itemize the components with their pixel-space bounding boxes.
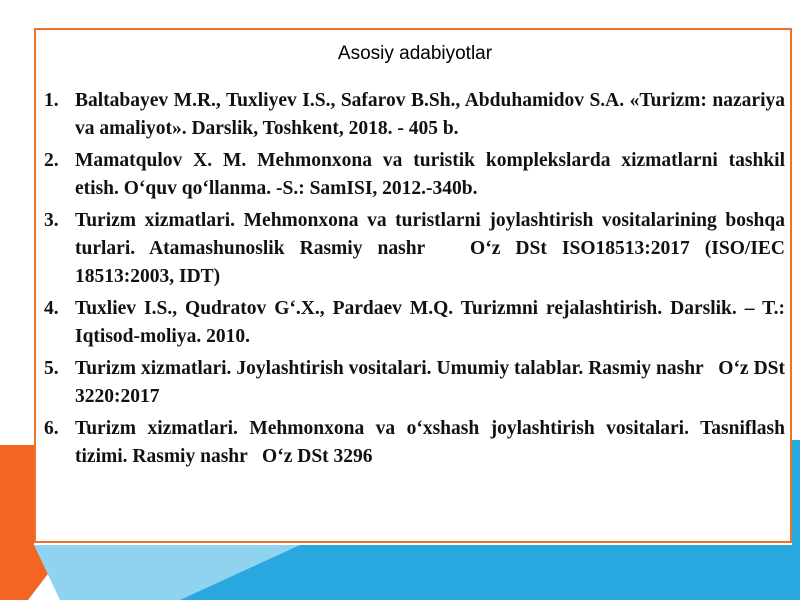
slide-title: Asosiy adabiyotlar (337, 43, 493, 64)
reference-list (44, 87, 790, 475)
reference-text: Mamatqulov X. M. Mehmonxona va turistik komplekslarda xizmatlarni tashkil etish. O‘quv qo‘llanma. -S.: SamISI, 2012.-340b. (75, 150, 790, 199)
reference-number: 3. (44, 210, 59, 231)
reference-item-1 (44, 87, 790, 143)
reference-text: Turizm xizmatlari. Mehmonxona va turistlarni joylashtirish vositalarining boshqa turlari. Atamashunoslik Rasmiy nashr O‘z DSt ISO18513:2017 (ISO/IEC 18513:2003, IDT) (75, 210, 790, 287)
reference-item-2 (44, 147, 790, 203)
reference-text: Tuxliev I.S., Qudratov G‘.X., Pardaev M.Q. Turizmni rejalashtirish. Darslik. – T.: Iqtisod-moliya. 2010. (75, 298, 790, 347)
reference-number: 2. (44, 150, 59, 171)
reference-item-3 (44, 207, 790, 291)
references-panel (34, 28, 792, 543)
reference-number: 5. (44, 358, 59, 379)
right-blue-edge-shape (792, 440, 800, 545)
reference-text: Turizm xizmatlari. Mehmonxona va o‘xshash joylashtirish vositalari. Tasniflash tizimi. Rasmiy nashr O‘z DSt 3296 (75, 418, 790, 467)
reference-number: 6. (44, 418, 59, 439)
reference-text: Baltabayev M.R., Tuxliyev I.S., Safarov B.Sh., Abduhamidov S.A. «Turizm: nazariya va amaliyot». Darslik, Toshkent, 2018. - 405 b. (75, 90, 790, 139)
reference-text: Turizm xizmatlari. Joylashtirish vositalari. Umumiy talablar. Rasmiy nashr O‘z DSt 3220:2017 (75, 358, 790, 407)
reference-item-6 (44, 415, 790, 471)
reference-item-4 (44, 295, 790, 351)
reference-item-5 (44, 355, 790, 411)
reference-number: 4. (44, 298, 59, 319)
reference-number: 1. (44, 90, 59, 111)
